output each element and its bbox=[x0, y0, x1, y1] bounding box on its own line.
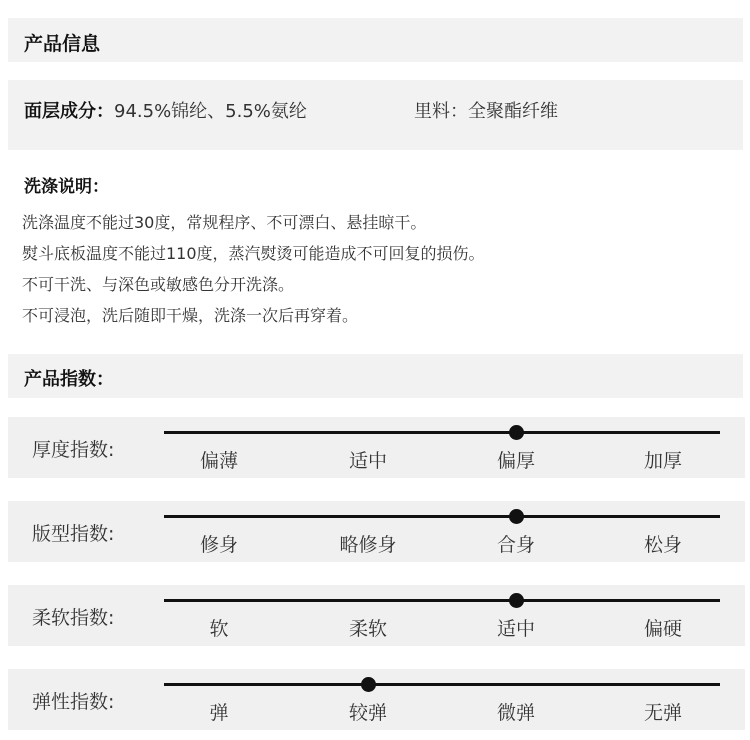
shell-composition bbox=[24, 97, 307, 123]
index-row-label: 柔软指数: bbox=[32, 607, 115, 629]
index-option: 略修身 bbox=[339, 534, 397, 556]
index-row-label: 厚度指数: bbox=[32, 439, 115, 461]
index-row-label: 版型指数: bbox=[32, 523, 115, 545]
lining-label: 里料： bbox=[414, 101, 468, 122]
index-scale-line bbox=[164, 599, 720, 602]
index-option: 松身 bbox=[643, 534, 682, 556]
washing-line: 洗涤温度不能过30度，常规程序、不可漂白、悬挂晾干。 bbox=[22, 213, 427, 232]
index-marker-dot bbox=[509, 593, 524, 608]
index-scale-line bbox=[164, 515, 720, 518]
index-option: 柔软 bbox=[348, 618, 387, 640]
index-marker-dot bbox=[509, 509, 524, 524]
washing-title: 洗涤说明： bbox=[24, 177, 109, 197]
shell-composition-label: 面层成分： bbox=[24, 101, 114, 122]
index-option: 适中 bbox=[348, 450, 387, 472]
index-marker-dot bbox=[509, 425, 524, 440]
index-row-label: 弹性指数: bbox=[32, 691, 115, 713]
index-option: 偏薄 bbox=[199, 450, 238, 472]
index-option: 合身 bbox=[496, 534, 535, 556]
product-info-title: 产品信息 bbox=[24, 33, 101, 55]
product-info-header bbox=[8, 18, 743, 62]
lining-value: 全聚酯纤维 bbox=[468, 101, 558, 122]
index-option: 微弹 bbox=[496, 702, 535, 724]
index-option: 加厚 bbox=[643, 450, 682, 472]
index-option: 修身 bbox=[199, 534, 238, 556]
index-option: 偏硬 bbox=[643, 618, 682, 640]
index-option: 适中 bbox=[496, 618, 535, 640]
product-index-header bbox=[8, 354, 743, 398]
index-option: 偏厚 bbox=[496, 450, 535, 472]
washing-line: 不可干洗、与深色或敏感色分开洗涤。 bbox=[22, 275, 295, 294]
index-option: 弹 bbox=[209, 702, 229, 724]
index-option: 无弹 bbox=[643, 702, 682, 724]
shell-composition-value: 94.5%锦纶、5.5%氨纶 bbox=[114, 101, 307, 122]
index-option: 较弹 bbox=[348, 702, 387, 724]
index-scale-line bbox=[164, 431, 720, 434]
lining-composition bbox=[414, 97, 558, 123]
washing-line: 熨斗底板温度不能过110度，蒸汽熨烫可能造成不可回复的损伤。 bbox=[22, 244, 485, 263]
index-scale-line bbox=[164, 683, 720, 686]
washing-line: 不可浸泡，洗后随即干燥，洗涤一次后再穿着。 bbox=[22, 306, 359, 325]
index-marker-dot bbox=[361, 677, 376, 692]
index-option: 软 bbox=[209, 618, 229, 640]
product-index-title: 产品指数： bbox=[24, 369, 114, 390]
